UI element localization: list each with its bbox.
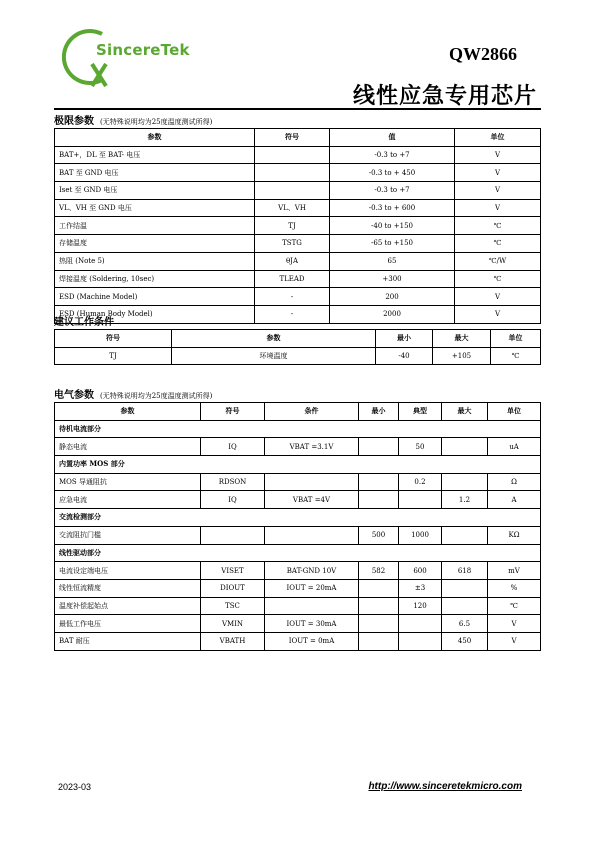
table-row <box>55 579 541 597</box>
table-cell: 2000 <box>330 305 455 323</box>
header-cell: 最大 <box>433 330 491 348</box>
table-row <box>55 182 541 200</box>
table-cell <box>359 491 399 509</box>
header-cell: 符号 <box>201 403 265 421</box>
group-heading: 交流检测部分 <box>55 509 541 527</box>
table-cell <box>255 182 330 200</box>
part-number: QW2866 <box>448 44 517 64</box>
table-cell: 500 <box>359 526 399 544</box>
table-cell: 50 <box>399 438 442 456</box>
table-cell: 1000 <box>399 526 442 544</box>
table-cell: IOUT = 20mA <box>265 579 359 597</box>
table-cell: 450 <box>442 632 488 650</box>
page-subtitle: 线性应急专用芯片 <box>352 84 537 109</box>
table-cell: V <box>455 164 541 182</box>
table-cell: V <box>455 182 541 200</box>
table-cell: 静态电流 <box>55 438 201 456</box>
table-row <box>55 305 541 323</box>
table-cell <box>442 579 488 597</box>
table-cell: VBATH <box>201 632 265 650</box>
table-cell: ±3 <box>399 579 442 597</box>
table-cell: MOS 导通阻抗 <box>55 473 201 491</box>
table-cell: -0.3 to +7 <box>330 182 455 200</box>
table-cell: VBAT =3.1V <box>265 438 359 456</box>
table-row <box>55 164 541 182</box>
electrical-table <box>54 402 541 651</box>
table-cell: V <box>455 288 541 306</box>
header-cell: 条件 <box>265 403 359 421</box>
table-cell: -65 to +150 <box>330 235 455 253</box>
table-cell: 环境温度 <box>172 347 376 365</box>
table-cell: 应急电流 <box>55 491 201 509</box>
header-cell: 最大 <box>442 403 488 421</box>
table-cell <box>442 473 488 491</box>
table-cell: ℃ <box>455 270 541 288</box>
table-row <box>55 632 541 650</box>
header-cell: 符号 <box>55 330 172 348</box>
header-cell: 单位 <box>455 129 541 147</box>
table-cell <box>265 473 359 491</box>
table-cell: % <box>488 579 541 597</box>
table-cell <box>265 597 359 615</box>
table-cell: -0.3 to + 450 <box>330 164 455 182</box>
table-cell <box>265 526 359 544</box>
table-cell <box>359 597 399 615</box>
table-group-row <box>55 544 541 562</box>
table-cell: θJA <box>255 252 330 270</box>
table-cell <box>359 632 399 650</box>
table-row <box>55 562 541 580</box>
table-cell: 存储温度 <box>55 235 255 253</box>
table-cell: IOUT = 30mA <box>265 615 359 633</box>
table-cell: V <box>488 632 541 650</box>
electrical-note: (无特殊说明均为25度温度测试所得) <box>100 392 213 400</box>
table-cell: ESD (Machine Model) <box>55 288 255 306</box>
table-cell: KΩ <box>488 526 541 544</box>
group-heading: 内置功率 MOS 部分 <box>55 456 541 474</box>
table-cell: TSC <box>201 597 265 615</box>
recommended-table <box>54 329 541 365</box>
table-cell <box>255 164 330 182</box>
table-cell: ESD (Human Body Model) <box>55 305 255 323</box>
table-cell: BAT-GND 10V <box>265 562 359 580</box>
table-row <box>55 235 541 253</box>
table-cell: VL、VH <box>255 199 330 217</box>
group-heading: 待机电流部分 <box>55 420 541 438</box>
table-cell: IQ <box>201 438 265 456</box>
table-cell: 600 <box>399 562 442 580</box>
logo-text: SincereTek <box>96 41 190 59</box>
table-cell: 温度补偿起始点 <box>55 597 201 615</box>
table-cell: -40 <box>376 347 433 365</box>
table-cell: 6.5 <box>442 615 488 633</box>
table-cell: ℃ <box>455 235 541 253</box>
table-cell: - <box>255 305 330 323</box>
table-row <box>55 438 541 456</box>
table-cell: 电流设定端电压 <box>55 562 201 580</box>
table-cell: ℃ <box>488 597 541 615</box>
table-cell: TSTG <box>255 235 330 253</box>
table-cell: -40 to +150 <box>330 217 455 235</box>
table-group-row <box>55 420 541 438</box>
table-cell: 线性恒流精度 <box>55 579 201 597</box>
abs-max-note: (无特殊说明均为25度温度测试所得) <box>100 118 213 126</box>
table-cell: Ω <box>488 473 541 491</box>
table-cell <box>359 473 399 491</box>
table-cell <box>399 615 442 633</box>
table-cell: +300 <box>330 270 455 288</box>
abs-max-title: 极限参数 (无特殊说明均为25度温度测试所得) <box>54 116 213 127</box>
table-group-row <box>55 509 541 527</box>
footer-date: 2023-03 <box>58 782 92 792</box>
electrical-title: 电气参数 (无特殊说明均为25度温度测试所得) <box>54 390 213 401</box>
table-cell: DIOUT <box>201 579 265 597</box>
table-cell: TJ <box>255 217 330 235</box>
table-cell: 工作结温 <box>55 217 255 235</box>
table-cell <box>359 615 399 633</box>
table-cell: 65 <box>330 252 455 270</box>
header-cell: 最小 <box>376 330 433 348</box>
table-cell: +105 <box>433 347 491 365</box>
table-header-row <box>55 330 541 348</box>
table-cell: -0.3 to +7 <box>330 146 455 164</box>
table-cell: IQ <box>201 491 265 509</box>
abs-max-table <box>54 128 541 324</box>
header-cell: 参数 <box>55 403 201 421</box>
table-cell: 1.2 <box>442 491 488 509</box>
table-header-row <box>55 129 541 147</box>
table-row <box>55 270 541 288</box>
table-cell: 最低工作电压 <box>55 615 201 633</box>
table-cell: 200 <box>330 288 455 306</box>
table-cell: BAT 至 GND 电压 <box>55 164 255 182</box>
table-cell: VISET <box>201 562 265 580</box>
table-cell: V <box>455 305 541 323</box>
recommended-title: 建议工作条件 <box>54 317 114 328</box>
group-heading: 线性驱动部分 <box>55 544 541 562</box>
table-cell: V <box>488 615 541 633</box>
table-header-row <box>55 403 541 421</box>
header-cell: 典型 <box>399 403 442 421</box>
table-cell: VBAT =4V <box>265 491 359 509</box>
table-cell: BAT+，DL 至 BAT- 电压 <box>55 146 255 164</box>
header-cell: 单位 <box>491 330 541 348</box>
table-cell: TLEAD <box>255 270 330 288</box>
table-group-row <box>55 456 541 474</box>
table-cell: ℃ <box>455 217 541 235</box>
table-cell: ℃ <box>491 347 541 365</box>
table-cell: 120 <box>399 597 442 615</box>
table-cell <box>442 597 488 615</box>
table-cell: 交流阻抗门槛 <box>55 526 201 544</box>
table-cell: 582 <box>359 562 399 580</box>
table-cell: RDSON <box>201 473 265 491</box>
table-row <box>55 146 541 164</box>
table-cell: Iset 至 GND 电压 <box>55 182 255 200</box>
table-cell: - <box>255 288 330 306</box>
table-cell: 焊接温度 (Soldering, 10sec) <box>55 270 255 288</box>
header-rule <box>54 108 541 110</box>
table-row <box>55 491 541 509</box>
table-cell: -0.3 to + 600 <box>330 199 455 217</box>
table-cell: VL、VH 至 GND 电压 <box>55 199 255 217</box>
table-cell: TJ <box>55 347 172 365</box>
table-cell: uA <box>488 438 541 456</box>
table-cell <box>442 526 488 544</box>
table-row <box>55 473 541 491</box>
table-cell <box>399 632 442 650</box>
header-cell: 最小 <box>359 403 399 421</box>
table-cell <box>359 579 399 597</box>
table-cell <box>359 438 399 456</box>
table-row <box>55 288 541 306</box>
table-cell <box>201 526 265 544</box>
table-row <box>55 597 541 615</box>
table-cell: VMIN <box>201 615 265 633</box>
table-cell: 热阻 (Note 5) <box>55 252 255 270</box>
header-cell: 值 <box>330 129 455 147</box>
table-cell: mV <box>488 562 541 580</box>
table-row <box>55 217 541 235</box>
header-cell: 单位 <box>488 403 541 421</box>
table-row <box>55 615 541 633</box>
table-cell <box>442 438 488 456</box>
table-cell: 0.2 <box>399 473 442 491</box>
table-cell: 618 <box>442 562 488 580</box>
header-cell: 参数 <box>172 330 376 348</box>
table-row <box>55 526 541 544</box>
table-row <box>55 252 541 270</box>
table-cell: V <box>455 199 541 217</box>
table-cell: V <box>455 146 541 164</box>
table-row <box>55 347 541 365</box>
table-cell <box>399 491 442 509</box>
table-cell <box>255 146 330 164</box>
table-cell: IOUT = 0mA <box>265 632 359 650</box>
table-cell: BAT 耐压 <box>55 632 201 650</box>
footer-url-link[interactable]: http://www.sinceretekmicro.com <box>368 781 522 792</box>
table-row <box>55 199 541 217</box>
table-cell: ℃/W <box>455 252 541 270</box>
table-cell: A <box>488 491 541 509</box>
header-cell: 参数 <box>55 129 255 147</box>
header-cell: 符号 <box>255 129 330 147</box>
